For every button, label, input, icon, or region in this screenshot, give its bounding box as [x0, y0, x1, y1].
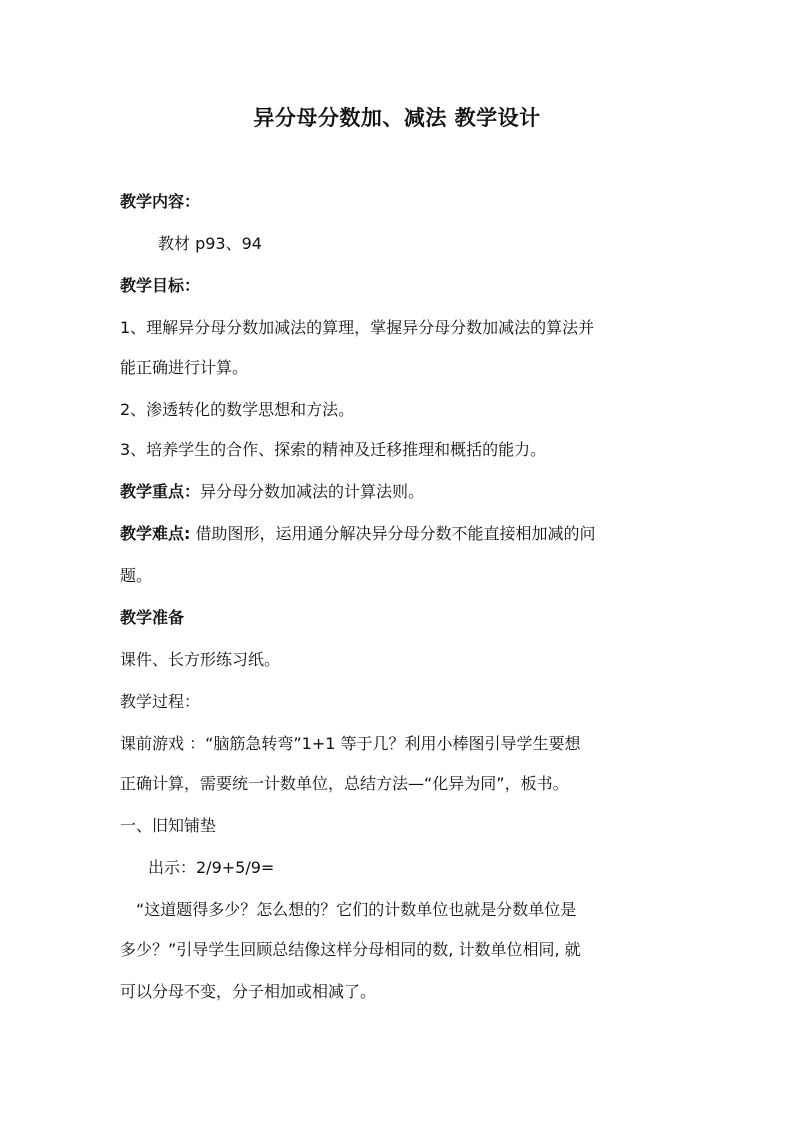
- difficulty-label: 教学难点:: [120, 524, 191, 543]
- prep-heading: 教学准备: [120, 608, 185, 627]
- difficulty-paragraph: [120, 524, 680, 544]
- objective-1-line-1: 1、理解异分母分数加减法的算理，掌握异分母分数加减法的算法并: [120, 318, 595, 337]
- difficulty-text-line-2: 题。: [120, 566, 153, 585]
- game-line-1: 课前游戏 ：“脑筋急转弯”1+1 等于几？利用小棒图引导学生要想: [120, 734, 581, 753]
- key-point-label: 教学重点：: [120, 482, 201, 501]
- process-heading: 教学过程：: [120, 692, 201, 711]
- prep-text: 课件、长方形练习纸。: [120, 650, 281, 669]
- objective-1-line-2: 能正确进行计算。: [120, 358, 249, 377]
- paragraph-line-1: “这道题得多少？怎么想的？它们的计数单位也就是分数单位是: [136, 900, 577, 919]
- objectives-heading: 教学目标：: [120, 276, 201, 295]
- content-heading: 教学内容：: [120, 192, 201, 211]
- objective-2: 2、渗透转化的数学思想和方法。: [120, 400, 355, 419]
- key-point-text: 异分母分数加减法的计算法则。: [200, 482, 425, 501]
- show-text: 出示：2/9+5/9=: [148, 858, 275, 877]
- document-title: 异分母分数加、减法 教学设计: [253, 106, 541, 130]
- key-point-paragraph: [120, 482, 680, 502]
- section-1-heading: 一、旧知铺垫: [120, 816, 217, 835]
- paragraph-line-2: 多少？”引导学生回顾总结像这样分母相同的数, 计数单位相同, 就: [120, 940, 581, 959]
- content-text: 教材 p93、94: [158, 234, 262, 253]
- difficulty-text-line-1: 借助图形，运用通分解决异分母分数不能直接相加减的问: [190, 524, 596, 543]
- paragraph-line-3: 可以分母不变，分子相加或相减了。: [120, 982, 377, 1001]
- game-line-2: 正确计算，需要统一计数单位，总结方法—“化异为同”，板书。: [120, 774, 569, 793]
- objective-3: 3、培养学生的合作、探索的精神及迁移推理和概括的能力。: [120, 440, 547, 459]
